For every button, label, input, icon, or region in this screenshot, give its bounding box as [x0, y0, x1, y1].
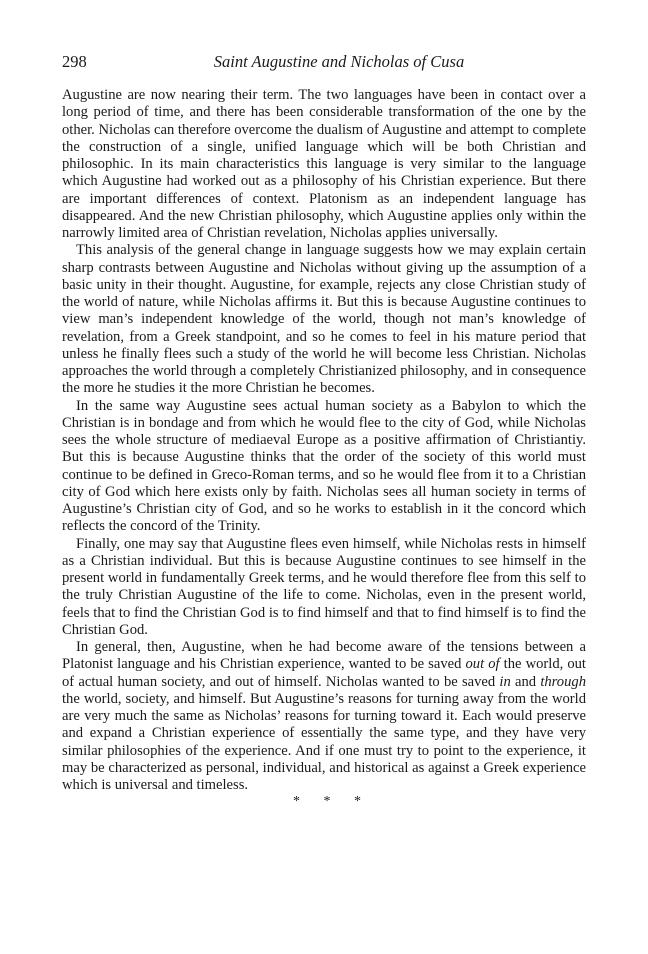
emphasis-text: through [540, 673, 586, 690]
page-header [62, 50, 586, 74]
paragraph-text: In the same way Augustine sees actual human society as a Babylon to which the Christian is in bondage and from which he would flee to the city of God, while Nicholas sees the whole structure of mediaeval Europe as a positive affirmation of Christiantiy. But this is because Augustine thinks that the order of the society of this world must continue to be defined in Greco-Roman terms, and so he would flee from it to a Christian city of God which here exists only by faith. Nicholas sees all human society in terms of Augustine’s Christian city of God, and so he works to establish in it the concord which reflects the concord of the Trinity. [62, 397, 586, 535]
book-page [62, 50, 586, 810]
running-title: Saint Augustine and Nicholas of Cusa [213, 52, 465, 71]
page-number: 298 [62, 52, 87, 71]
paragraph-text: Augustine are now nearing their term. The two languages have been in contact over a long period of time, and there has been considerable transformation of the one by the other. Nicholas can therefore overcome the dualism of Augustine and attempt to complete the construction of a single, unified language which will be both Christian and philosophic. In its main characteristics this language is very similar to the language which Augustine had worked out as a philosophy of his Christian experience. But there are important differences of context. Platonism as an independent language has disappeared. And the new Christian philosophy, which Augustine applies only within the narrowly limited area of Christian revelation, Nicholas applies universally. [62, 87, 586, 241]
emphasis-text: in [499, 673, 511, 690]
paragraph [62, 242, 586, 397]
paragraph [62, 398, 586, 536]
paragraph-text: the world, out of actual human society, and out of himself. Nicholas wanted to be saved [62, 656, 586, 690]
paragraph [62, 87, 586, 242]
paragraph-text: Finally, one may say that Augustine flees even himself, while Nicholas rests in himself as a Christian individual. But this is because Augustine continues to see himself in the present world in fundamentally Greek terms, and he would therefore flee from this self to the truly Christian Augustine of the life to come. Nicholas, even in the present world, feels that to find the Christian God is to find himself and that to find himself is to find the Christian God. [62, 535, 586, 638]
body-text [62, 87, 586, 810]
paragraph-text: This analysis of the general change in language suggests how we may explain certain sharp contrasts between Augustine and Nicholas without giving up the assumption of a basic unity in their thought. Augustine, for example, rejects any close Christian study of the world of nature, while Nicholas affirms it. But this is because Augustine continues to view man’s independent knowledge of the world, though not man’s knowledge of revelation, from a Greek standpoint, and so he comes to feel in his mature period that unless he finally flees such a study of the world he will become less Christian. Nicholas approaches the world through a completely Christianized philosophy, and in consequence the more he studies it the more Christian he becomes. [62, 242, 586, 397]
paragraph-text: In general, then, Augustine, when he had become aware of the tensions between a Platonist language and his Christian experience, wanted to be saved [62, 639, 586, 673]
paragraph-text: the world, society, and himself. But Augustine’s reasons for turning away from the world are very much the same as Nicholas’ reasons for turning toward it. Each would preserve and expand a Christian experience of essentially the same type, and they have very similar philosophies of the experience. And if one must try to point to the experience, it may be characterized as personal, individual, and historical as against a Greek experience which is universal and timeless. [62, 690, 586, 793]
paragraph-text: and [510, 673, 541, 690]
section-break: * * * [293, 794, 371, 810]
paragraph [62, 639, 586, 794]
paragraph [62, 536, 586, 640]
emphasis-text: out of [465, 656, 500, 673]
